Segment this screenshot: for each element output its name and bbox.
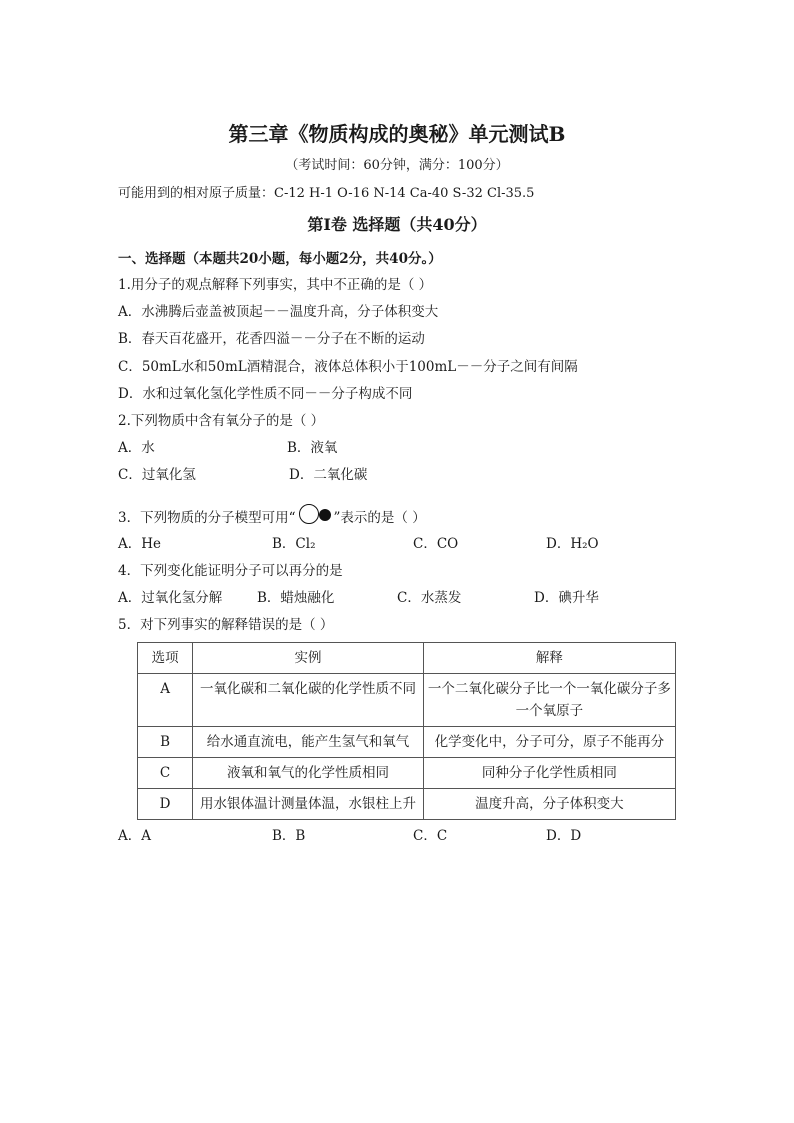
q2-stem: 2.下列物质中含有氧分子的是（ ） [118, 413, 325, 429]
q4-option-a: A．过氧化氢分解 [118, 590, 223, 606]
table-cell: 温度升高，分子体积变大 [423, 789, 675, 820]
part-heading: 一、选择题（本题共20小题，每小题2分，共40分。） [118, 251, 442, 267]
table-cell: 一氧化碳和二氧化碳的化学性质不同 [193, 674, 424, 727]
q2-option-c: C．过氧化氢 [118, 467, 196, 483]
exam-info: （考试时间：60分钟，满分：100分） [285, 158, 509, 173]
q3-option-d: D．H₂O [546, 536, 599, 552]
q2-option-a: A．水 [118, 440, 155, 456]
page-title: 第三章《物质构成的奥秘》单元测试B [228, 122, 566, 146]
q3-option-a: A．He [118, 536, 162, 552]
q1-option-a: A．水沸腾后壶盖被顶起－－温度升高，分子体积变大 [118, 304, 439, 320]
q5-option-b: B．B [272, 828, 306, 844]
q5-option-d: D．D [546, 828, 582, 844]
q5-stem: 5．对下列事实的解释错误的是（ ） [118, 617, 334, 633]
table-row [138, 789, 676, 820]
q1-stem: 1.用分子的观点解释下列事实，其中不正确的是（ ） [118, 277, 433, 293]
table-row [138, 674, 676, 727]
table-cell: C [138, 758, 193, 789]
section-title: 第Ⅰ卷 选择题（共40分） [307, 215, 487, 234]
q1-option-b: B．春天百花盛开，花香四溢－－分子在不断的运动 [118, 331, 425, 347]
q5-table [137, 642, 676, 820]
table-header-row [138, 643, 676, 674]
q4-option-c: C．水蒸发 [397, 590, 462, 606]
q3-stem-after: ”表示的是（ ） [333, 510, 426, 526]
table-cell: B [138, 727, 193, 758]
table-row [138, 727, 676, 758]
table-cell: 化学变化中，分子可分，原子不能再分 [423, 727, 675, 758]
q5-option-c: C．C [413, 828, 448, 844]
table-cell: 用水银体温计测量体温，水银柱上升 [193, 789, 424, 820]
table-cell: 给水通直流电，能产生氢气和氧气 [193, 727, 424, 758]
q4-option-d: D．碘升华 [534, 590, 599, 606]
q5-option-a: A．A [118, 828, 151, 844]
table-cell: D [138, 789, 193, 820]
table-cell: A [138, 674, 193, 727]
q2-option-b: B．液氧 [287, 440, 338, 456]
table-header: 实例 [193, 643, 424, 674]
table-cell: 液氧和氧气的化学性质相同 [193, 758, 424, 789]
q1-option-c: C．50mL水和50mL酒精混合，液体总体积小于100mL－－分子之间有间隔 [118, 359, 578, 375]
q1-option-d: D．水和过氧化氢化学性质不同－－分子构成不同 [118, 386, 413, 402]
q3-stem-before: 3．下列物质的分子模型可用“ [118, 510, 296, 526]
table-cell: 一个二氧化碳分子比一个一氧化碳分子多一个氧原子 [423, 674, 675, 727]
q4-stem: 4．下列变化能证明分子可以再分的是 [118, 563, 343, 579]
q4-option-b: B．蜡烛融化 [257, 590, 335, 606]
atomic-masses: 可能用到的相对原子质量：C-12 H-1 O-16 N-14 Ca-40 S-32 Cl-35.5 [118, 186, 535, 201]
molecule-model-icon [297, 504, 333, 526]
table-header: 解释 [423, 643, 675, 674]
q3-option-b: B．Cl₂ [272, 536, 316, 552]
table-header: 选项 [138, 643, 193, 674]
table-row [138, 758, 676, 789]
q3-stem [118, 504, 426, 530]
table-cell: 同种分子化学性质相同 [423, 758, 675, 789]
q3-option-c: C．CO [413, 536, 459, 552]
q2-option-d: D．二氧化碳 [289, 467, 368, 483]
